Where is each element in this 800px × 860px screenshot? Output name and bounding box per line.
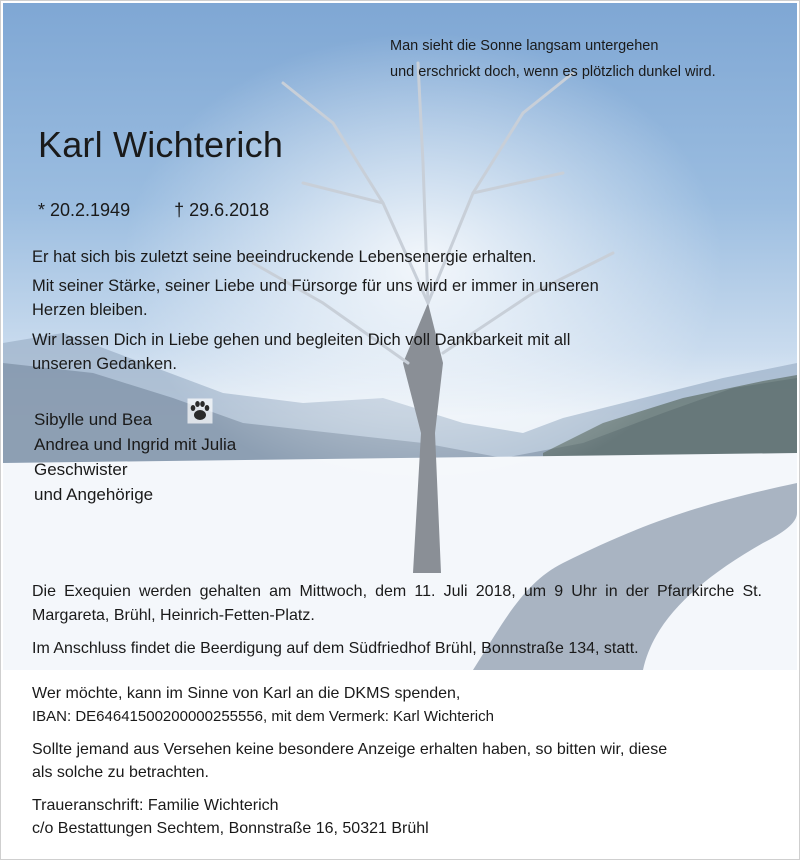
deceased-name: Karl Wichterich: [38, 124, 284, 165]
tribute-line-1: Er hat sich bis zuletzt seine beeindruckende Lebensenergie erhalten.: [32, 248, 537, 266]
notice-line-1: Sollte jemand aus Versehen keine besondere Anzeige erhalten haben, so bitten wir, diese: [32, 741, 668, 758]
tribute-line-3: Herzen bleiben.: [32, 301, 148, 319]
mourner-line-2: Andrea und Ingrid mit Julia: [34, 435, 237, 454]
address-line-1: Traueranschrift: Familie Wichterich: [32, 797, 279, 814]
life-dates: [38, 200, 269, 221]
death-date: † 29.6.2018: [174, 200, 270, 220]
quote-line-1: Man sieht die Sonne langsam untergehen: [390, 38, 659, 54]
quote-line-2: und erschrickt doch, wenn es plötzlich dunkel wird.: [390, 64, 716, 80]
donation-line-2: IBAN: DE64641500200000255556, mit dem Vermerk: Karl Wichterich: [32, 708, 494, 725]
mourner-line-3: Geschwister: [34, 460, 128, 479]
mourner-line-4: und Angehörige: [34, 485, 154, 504]
exequies-info: Die Exequien werden gehalten am Mittwoch, dem 11. Juli 2018, um 9 Uhr in der Pfarrkirche St. Margareta, Brühl, Heinrich-Fetten-Platz.: [32, 583, 762, 624]
mourner-line-1: Sibylle und Bea: [34, 410, 153, 429]
donation-line-1: Wer möchte, kann im Sinne von Karl an die DKMS spenden,: [32, 685, 461, 702]
notice-line-2: als solche zu betrachten.: [32, 764, 209, 781]
burial-info: Im Anschluss findet die Beerdigung auf dem Südfriedhof Brühl, Bonnstraße 134, statt.: [32, 640, 639, 657]
tribute-line-4: Wir lassen Dich in Liebe gehen und begleiten Dich voll Dankbarkeit mit all: [32, 331, 571, 349]
birth-date: * 20.2.1949: [38, 200, 131, 220]
address-line-2: c/o Bestattungen Sechtem, Bonnstraße 16, 50321 Brühl: [32, 820, 429, 837]
paw-print-icon: [187, 398, 213, 424]
tribute-line-5: unseren Gedanken.: [32, 355, 177, 373]
tribute-line-2: Mit seiner Stärke, seiner Liebe und Fürsorge für uns wird er immer in unseren: [32, 277, 599, 295]
